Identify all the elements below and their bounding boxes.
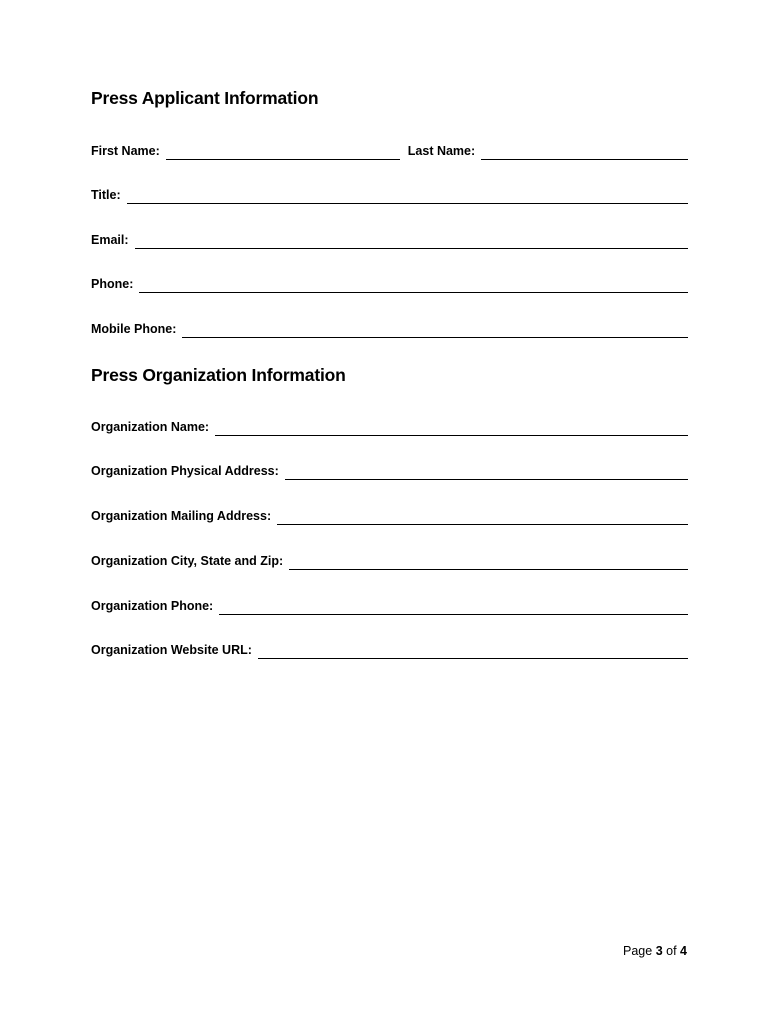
applicant-section-title: Press Applicant Information [91,88,319,108]
mailing-address-field[interactable] [277,508,688,525]
organization-phone-label: Organization Phone: [91,599,214,613]
last-name-field[interactable] [481,143,688,160]
phone-row [91,272,688,292]
title-label: Title: [91,188,121,202]
title-row [91,183,688,203]
city-state-zip-label: Organization City, State and Zip: [91,554,284,568]
organization-section-title: Press Organization Information [91,365,346,385]
page-current: 3 [655,944,663,958]
email-label: Email: [91,233,129,247]
last-name-label: Last Name: [407,144,476,158]
mailing-address-label: Organization Mailing Address: [91,509,272,523]
physical-address-label: Organization Physical Address: [91,464,279,478]
email-row [91,228,688,248]
city-state-zip-row [91,549,688,569]
organization-name-label: Organization Name: [91,420,210,434]
page-of: of [666,944,677,958]
mobile-phone-label: Mobile Phone: [91,322,177,336]
page-prefix: Page [623,944,653,958]
first-name-label: First Name: [91,144,160,158]
mobile-phone-row [91,317,688,337]
title-field[interactable] [127,187,688,204]
website-url-row [91,638,688,658]
email-field[interactable] [135,232,688,249]
organization-name-row [91,415,688,435]
website-url-field[interactable] [258,642,688,659]
organization-phone-row [91,594,688,614]
physical-address-field[interactable] [285,463,688,480]
mobile-phone-field[interactable] [182,321,688,338]
website-url-label: Organization Website URL: [91,643,252,657]
city-state-zip-field[interactable] [289,553,688,570]
physical-address-row [91,459,688,479]
first-name-field[interactable] [166,143,400,160]
phone-field[interactable] [139,276,688,293]
page-number [623,944,687,958]
phone-label: Phone: [91,277,134,291]
organization-name-field[interactable] [215,419,688,436]
organization-phone-field[interactable] [219,598,688,615]
mailing-address-row [91,504,688,524]
page-total: 4 [680,944,687,958]
name-row [91,139,688,159]
